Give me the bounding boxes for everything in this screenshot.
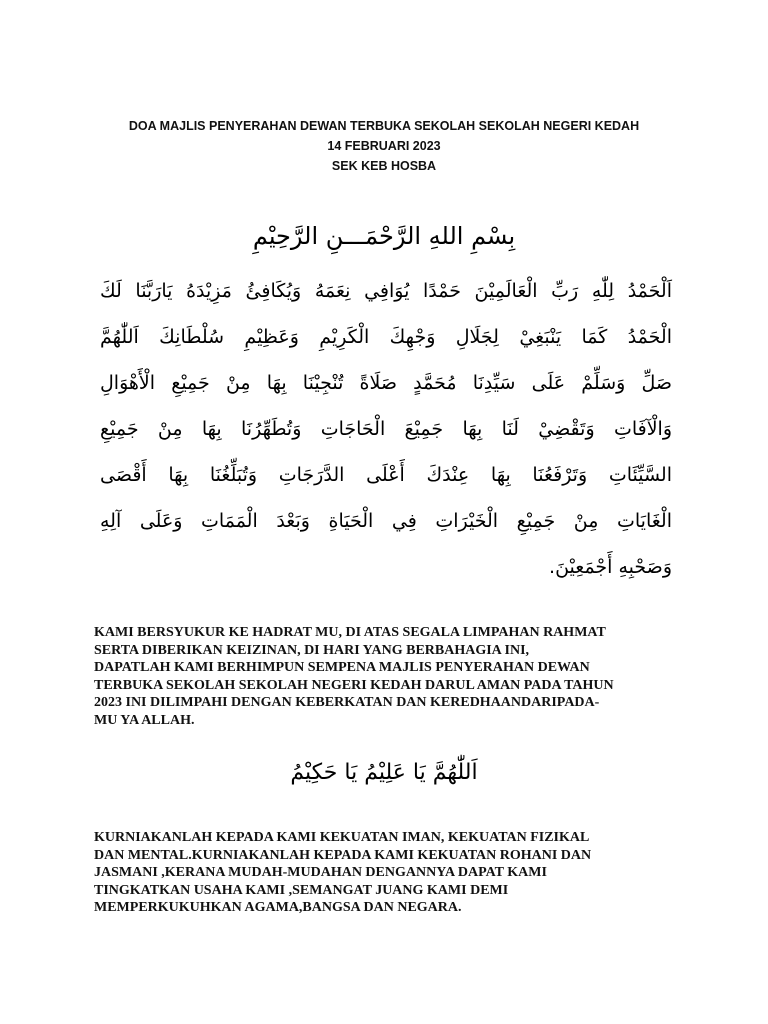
allahumma-invocation: اَللّٰهُمَّ يَا عَلِيْمُ يَا حَكِيْمُ [290, 760, 478, 785]
arabic-line: اَلْحَمْدُ لِلّٰهِ رَبِّ الْعَالَمِيْنَ حَمْدًا يُوَافِي نِعَمَهُ وَيُكَافِئُ مَزِيْدَهُ يَارَبَّنَا لَكَ [100, 280, 672, 302]
paragraph-line: JASMANI ,KERANA MUDAH-MUDAHAN DENGANNYA DAPAT KAMI [94, 865, 547, 881]
arabic-line: وَالْآفَاتِ وَتَقْضِيْ لَنَا بِهَا جَمِيْعَ الْحَاجَاتِ وَتُطَهِّرُنَا بِهَا مِنْ جَمِيْعِ [100, 418, 672, 440]
paragraph-gratitude [94, 624, 684, 730]
arabic-line: الْغَايَاتِ مِنْ جَمِيْعِ الْخَيْرَاتِ فِي الْحَيَاةِ وَبَعْدَ الْمَمَاتِ وَعَلَى آلِهِ [100, 510, 672, 532]
document-header [0, 116, 768, 176]
paragraph-supplication [94, 829, 684, 917]
paragraph-line: KURNIAKANLAH KEPADA KAMI KEKUATAN IMAN, KEKUATAN FIZIKAL [94, 830, 590, 845]
arabic-line: السَّيِّئَاتِ وَتَرْفَعُنَا بِهَا عِنْدَكَ أَعْلَى الدَّرَجَاتِ وَتُبَلِّغُنَا بِهَا أَقْصَى [100, 464, 672, 486]
arabic-line: وَصَحْبِهِ أَجْمَعِيْنَ. [549, 556, 672, 578]
arabic-line: صَلِّ وَسَلِّمْ عَلَى سَيِّدِنَا مُحَمَّدٍ صَلَاةً تُنْجِيْنَا بِهَا مِنْ جَمِيْعِ الْأَهْوَالِ [100, 372, 672, 394]
paragraph-line: DAN MENTAL.KURNIAKANLAH KEPADA KAMI KEKUATAN ROHANI DAN [94, 847, 592, 863]
paragraph-line: TINGKATKAN USAHA KAMI ,SEMANGAT JUANG KAMI DEMI [94, 882, 509, 898]
paragraph-line: KAMI BERSYUKUR KE HADRAT MU, DI ATAS SEGALA LIMPAHAN RAHMAT [94, 625, 606, 640]
paragraph-line: SERTA DIBERIKAN KEIZINAN, DI HARI YANG BERBAHAGIA INI, [94, 642, 530, 658]
basmalah: بِسْمِ اللهِ الرَّحْمَـــنِ الرَّحِيْمِ [252, 222, 516, 250]
paragraph-line: MU YA ALLAH. [94, 712, 195, 728]
paragraph-line: 2023 INI DILIMPAHI DENGAN KEBERKATAN DAN KEREDHAANDARIPADA- [94, 695, 600, 711]
paragraph-line: TERBUKA SEKOLAH SEKOLAH NEGERI KEDAH DARUL AMAN PADA TAHUN [94, 677, 614, 693]
arabic-line: الْحَمْدُ كَمَا يَنْبَغِيْ لِجَلَالِ وَجْهِكَ الْكَرِيْمِ وَعَظِيْمِ سُلْطَانِكَ اَللّٰهُمَّ [100, 326, 672, 348]
paragraph-line: DAPATLAH KAMI BERHIMPUN SEMPENA MAJLIS PENYERAHAN DEWAN [94, 660, 590, 676]
document-date: 14 FEBRUARI 2023 [327, 139, 441, 153]
school-name: SEK KEB HOSBA [331, 159, 437, 173]
document-title: DOA MAJLIS PENYERAHAN DEWAN TERBUKA SEKOLAH SEKOLAH NEGERI KEDAH [128, 119, 640, 133]
doa-arabic-text [100, 268, 672, 590]
paragraph-line: MEMPERKUKUHKAN AGAMA,BANGSA DAN NEGARA. [94, 900, 462, 916]
